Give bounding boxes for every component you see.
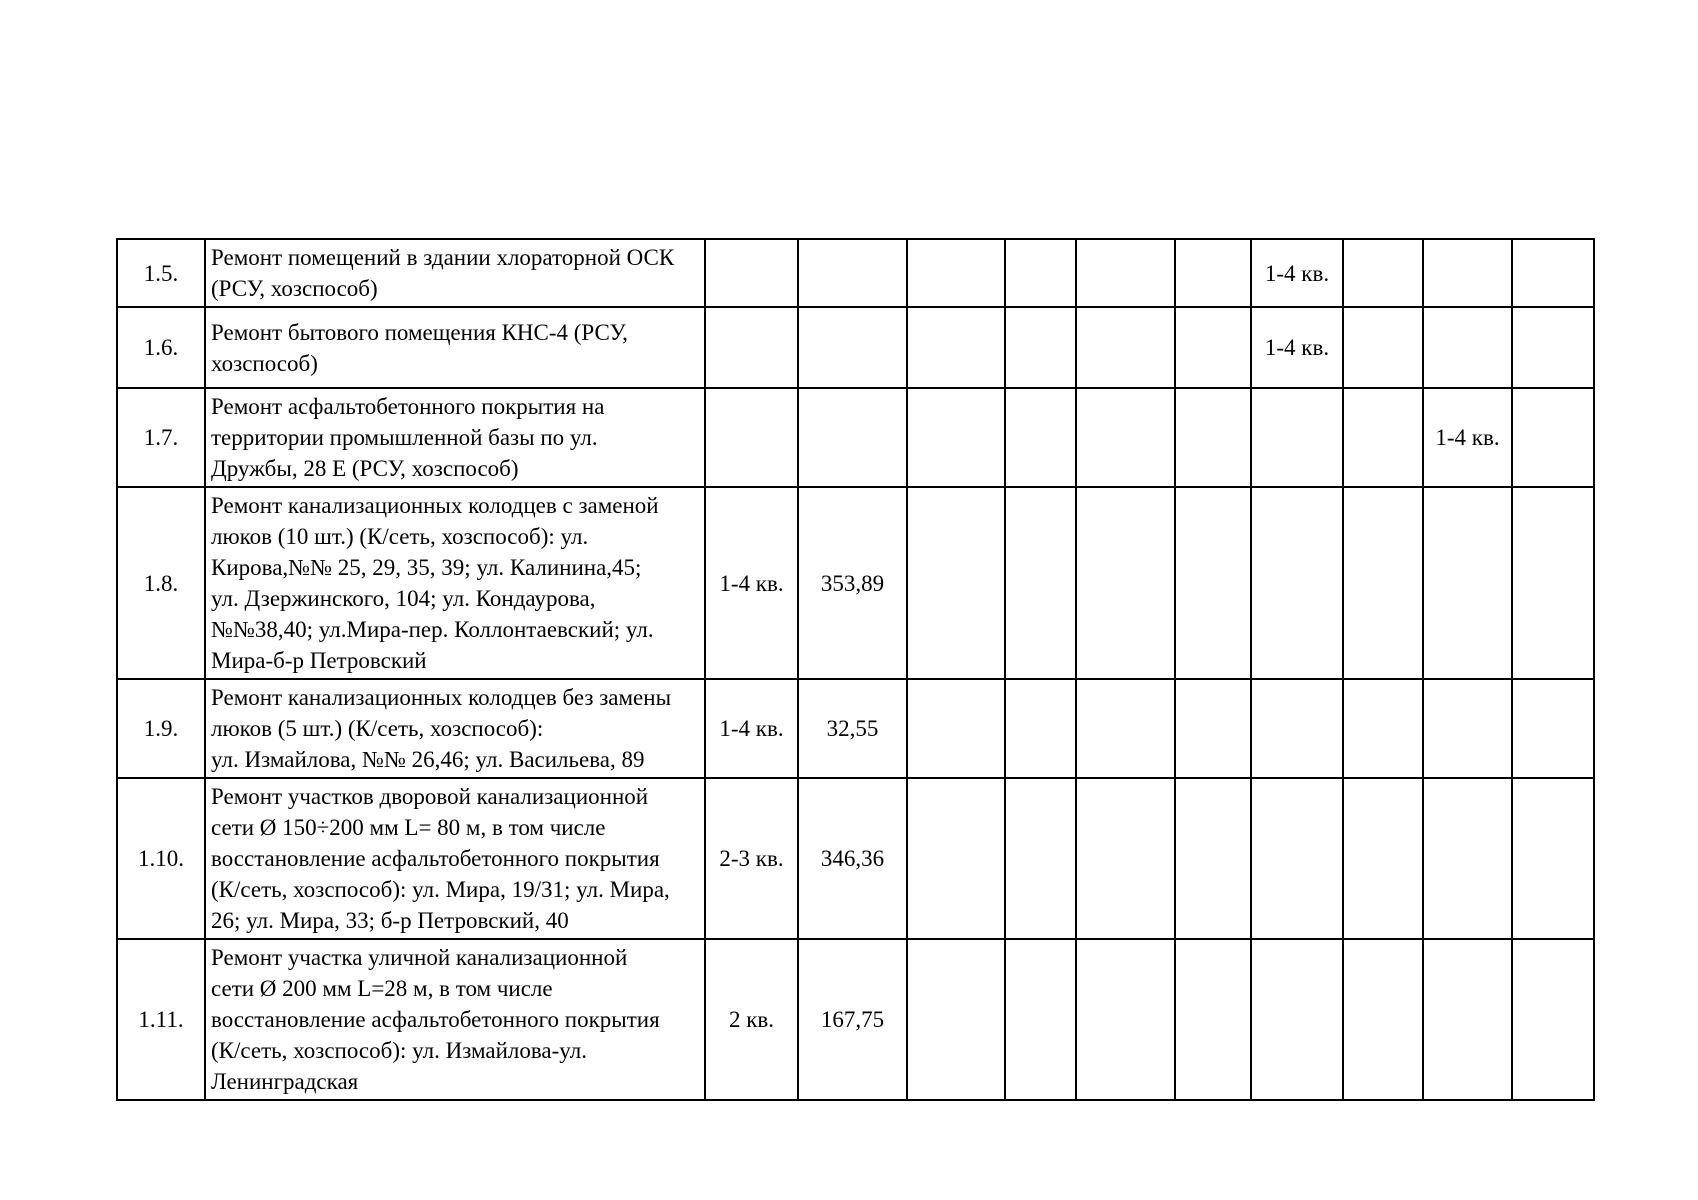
table-cell bbox=[1343, 679, 1423, 778]
table-cell bbox=[907, 487, 1005, 679]
table-cell bbox=[1423, 307, 1512, 388]
table-cell bbox=[907, 939, 1005, 1100]
table-cell bbox=[1251, 679, 1343, 778]
work-description bbox=[205, 679, 705, 778]
work-description bbox=[205, 307, 705, 388]
table-cell bbox=[705, 307, 798, 388]
row-number: 1.7. bbox=[117, 388, 205, 487]
table-cell bbox=[1512, 939, 1594, 1100]
work-description bbox=[205, 939, 705, 1100]
works-table bbox=[116, 238, 1595, 1101]
work-description-text: Ремонт канализационных колодцев без замены люков (5 шт.) (К/сеть, хозспособ): ул. Измайлова, №№ 26,46; ул. Васильева, 89 bbox=[211, 685, 672, 772]
work-description-text: Ремонт участков дворовой канализационной сети Ø 150÷200 мм L= 80 м, в том числе восстановление асфальтобетонного покрытия (К/сеть, хозспособ): ул. Мира, 19/31; ул. Мира, 26; ул. Мира, 33; б-р Петровский, 40 bbox=[211, 784, 670, 933]
table-cell bbox=[705, 388, 798, 487]
table-cell bbox=[798, 388, 907, 487]
table-cell bbox=[1076, 307, 1175, 388]
table-cell: 1-4 кв. bbox=[1423, 388, 1512, 487]
table-cell bbox=[907, 307, 1005, 388]
table-cell bbox=[1076, 388, 1175, 487]
table-cell bbox=[1005, 388, 1076, 487]
table-cell bbox=[907, 239, 1005, 307]
work-description-text: Ремонт бытового помещения КНС-4 (РСУ, хозспособ) bbox=[211, 319, 628, 376]
table-cell bbox=[1076, 778, 1175, 939]
work-description bbox=[205, 388, 705, 487]
table-cell bbox=[907, 388, 1005, 487]
row-number: 1.6. bbox=[117, 307, 205, 388]
table-cell: 346,36 bbox=[798, 778, 907, 939]
table-cell: 1-4 кв. bbox=[1251, 307, 1343, 388]
table-row bbox=[117, 388, 1594, 487]
table-cell bbox=[1175, 239, 1251, 307]
table-row bbox=[117, 939, 1594, 1100]
table-cell bbox=[1251, 487, 1343, 679]
table-cell bbox=[1423, 939, 1512, 1100]
table-row bbox=[117, 487, 1594, 679]
table-cell bbox=[1251, 939, 1343, 1100]
table-cell bbox=[1343, 239, 1423, 307]
row-number: 1.11. bbox=[117, 939, 205, 1100]
table-cell: 1-4 кв. bbox=[705, 487, 798, 679]
table-cell bbox=[1423, 239, 1512, 307]
table-cell bbox=[1175, 939, 1251, 1100]
table-cell bbox=[1251, 388, 1343, 487]
table-cell bbox=[1175, 307, 1251, 388]
table-cell bbox=[1076, 487, 1175, 679]
table-cell bbox=[798, 239, 907, 307]
table-cell: 1-4 кв. bbox=[705, 679, 798, 778]
table-cell bbox=[705, 239, 798, 307]
table-cell bbox=[1251, 778, 1343, 939]
table-cell: 2-3 кв. bbox=[705, 778, 798, 939]
table-cell: 32,55 bbox=[798, 679, 907, 778]
table-cell bbox=[1175, 778, 1251, 939]
table-cell bbox=[1175, 388, 1251, 487]
table-cell bbox=[1423, 778, 1512, 939]
table-cell: 167,75 bbox=[798, 939, 907, 1100]
table-cell bbox=[1005, 239, 1076, 307]
table-cell bbox=[1175, 487, 1251, 679]
table-cell bbox=[1343, 487, 1423, 679]
table-cell bbox=[1005, 487, 1076, 679]
table-cell bbox=[1512, 239, 1594, 307]
table-cell bbox=[1005, 939, 1076, 1100]
table-cell bbox=[798, 307, 907, 388]
table-cell: 2 кв. bbox=[705, 939, 798, 1100]
work-description bbox=[205, 487, 705, 679]
table-cell bbox=[1005, 307, 1076, 388]
works-table-body bbox=[117, 239, 1594, 1100]
table-cell bbox=[1005, 778, 1076, 939]
table-cell bbox=[1343, 307, 1423, 388]
table-cell bbox=[1512, 307, 1594, 388]
table-row bbox=[117, 679, 1594, 778]
table-row bbox=[117, 239, 1594, 307]
table-cell bbox=[1512, 487, 1594, 679]
table-cell bbox=[1423, 679, 1512, 778]
table-cell bbox=[907, 778, 1005, 939]
table-cell bbox=[1076, 239, 1175, 307]
row-number: 1.5. bbox=[117, 239, 205, 307]
table-cell bbox=[1005, 679, 1076, 778]
work-description bbox=[205, 778, 705, 939]
table-cell: 353,89 bbox=[798, 487, 907, 679]
work-description-text: Ремонт помещений в здании хлораторной ОСК (РСУ, хозспособ) bbox=[211, 245, 675, 301]
table-cell bbox=[907, 679, 1005, 778]
row-number: 1.8. bbox=[117, 487, 205, 679]
table-cell bbox=[1343, 939, 1423, 1100]
table-cell bbox=[1343, 388, 1423, 487]
table-cell bbox=[1512, 388, 1594, 487]
table-cell: 1-4 кв. bbox=[1251, 239, 1343, 307]
table-cell bbox=[1175, 679, 1251, 778]
row-number: 1.10. bbox=[117, 778, 205, 939]
work-description-text: Ремонт асфальтобетонного покрытия на территории промышленной базы по ул. Дружбы, 28 Е (РСУ, хозспособ) bbox=[211, 394, 605, 481]
table-cell bbox=[1512, 778, 1594, 939]
table-row bbox=[117, 307, 1594, 388]
table-cell bbox=[1076, 939, 1175, 1100]
row-number: 1.9. bbox=[117, 679, 205, 778]
table-row bbox=[117, 778, 1594, 939]
table-cell bbox=[1423, 487, 1512, 679]
work-description-text: Ремонт канализационных колодцев с заменой люков (10 шт.) (К/сеть, хозспособ): ул. Кирова,№№ 25, 29, 35, 39; ул. Калинина,45; ул. Дзержинского, 104; ул. Кондаурова, №№38,40; ул.Мира-пер. Коллонтаевский; ул. Мира-б-р Петровский bbox=[211, 493, 659, 673]
table-cell bbox=[1343, 778, 1423, 939]
table-cell bbox=[1512, 679, 1594, 778]
table-cell bbox=[1076, 679, 1175, 778]
work-description bbox=[205, 239, 705, 307]
work-description-text: Ремонт участка уличной канализационной сети Ø 200 мм L=28 м, в том числе восстановление асфальтобетонного покрытия (К/сеть, хозспособ): ул. Измайлова-ул. Ленинградская bbox=[211, 945, 660, 1094]
